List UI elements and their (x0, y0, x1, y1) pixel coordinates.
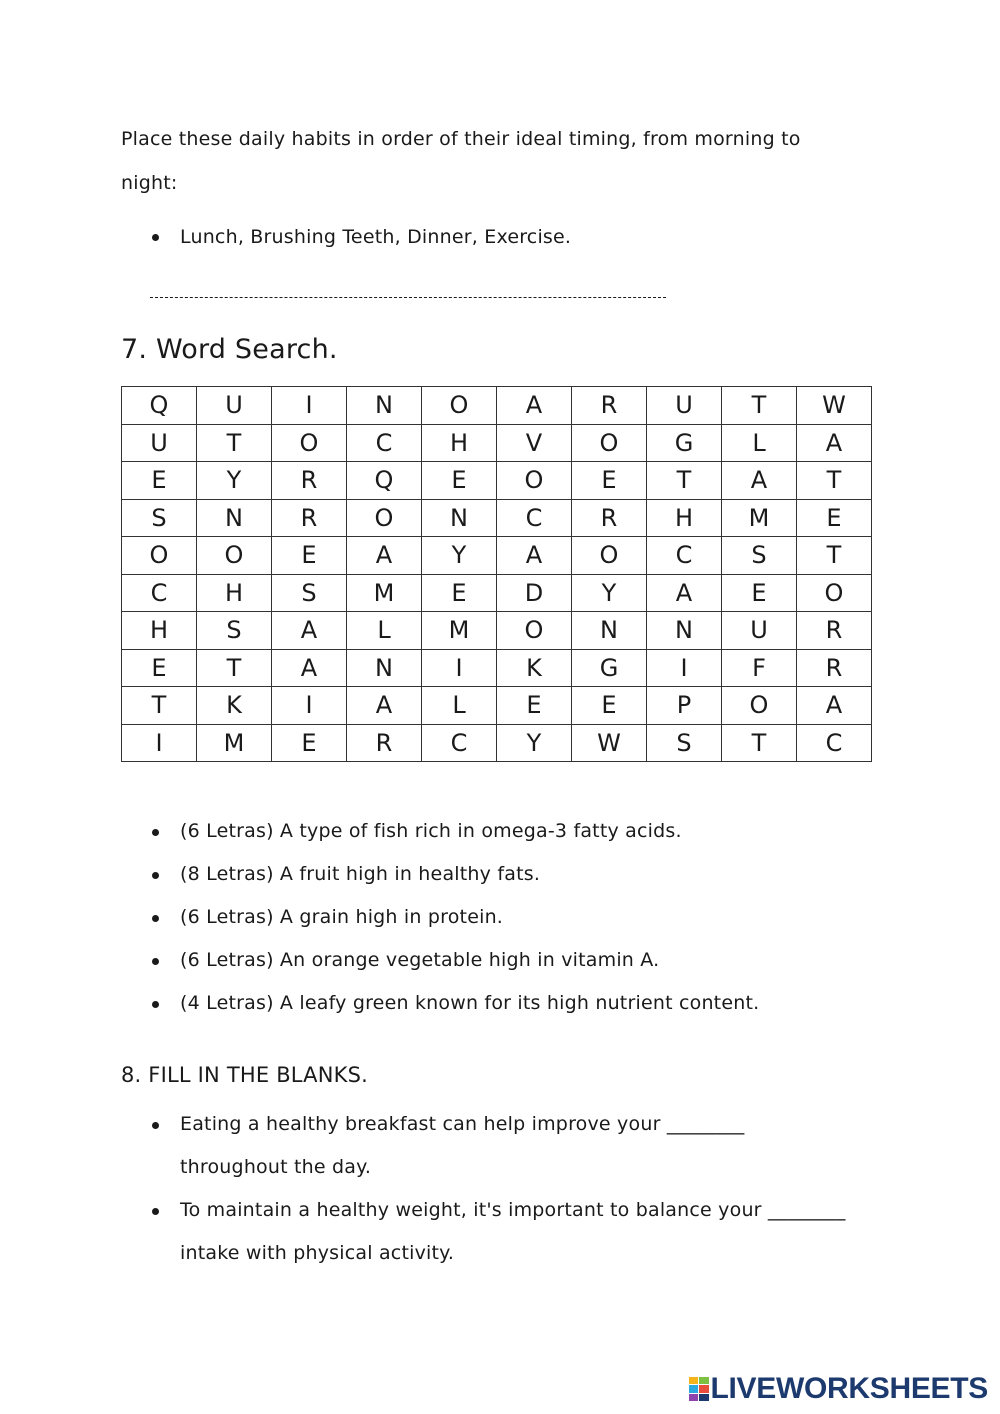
grid-cell[interactable]: N (347, 387, 422, 425)
logo-block (689, 1394, 699, 1401)
logo-block (699, 1377, 709, 1384)
grid-cell[interactable]: N (197, 499, 272, 537)
grid-cell[interactable]: M (722, 499, 797, 537)
blank-item: Eating a healthy breakfast can help improve your ________ throughout the day. (150, 1103, 850, 1189)
word-search-grid (121, 386, 872, 762)
grid-cell[interactable]: E (722, 574, 797, 612)
grid-cell[interactable]: A (722, 462, 797, 500)
grid-cell[interactable]: T (197, 649, 272, 687)
word-search-clues (150, 810, 870, 1025)
grid-row (122, 537, 872, 575)
grid-cell[interactable]: R (572, 499, 647, 537)
grid-cell[interactable]: N (347, 649, 422, 687)
answer-line[interactable] (150, 297, 666, 298)
grid-cell[interactable]: R (797, 649, 872, 687)
logo-block (699, 1394, 709, 1401)
grid-cell[interactable]: T (197, 424, 272, 462)
grid-cell[interactable]: O (797, 574, 872, 612)
fill-blanks-title: 8. FILL IN THE BLANKS. (121, 1063, 369, 1087)
grid-cell[interactable]: T (797, 537, 872, 575)
grid-cell[interactable]: C (347, 424, 422, 462)
grid-cell[interactable]: N (422, 499, 497, 537)
word-search-title: 7. Word Search. (121, 334, 338, 365)
grid-cell[interactable]: K (197, 687, 272, 725)
grid-cell[interactable]: R (272, 462, 347, 500)
grid-cell[interactable]: O (272, 424, 347, 462)
grid-cell[interactable]: P (647, 687, 722, 725)
fill-blanks-list (150, 1103, 850, 1275)
grid-cell[interactable]: A (497, 537, 572, 575)
brand-footer (689, 1372, 989, 1406)
grid-cell[interactable]: Q (347, 462, 422, 500)
grid-cell[interactable]: A (797, 687, 872, 725)
grid-cell[interactable]: A (797, 424, 872, 462)
logo-block (699, 1385, 709, 1392)
habits-list (150, 219, 850, 255)
grid-cell[interactable]: D (497, 574, 572, 612)
grid-cell[interactable]: O (122, 537, 197, 575)
grid-cell[interactable]: C (422, 724, 497, 762)
grid-cell[interactable]: R (347, 724, 422, 762)
grid-cell[interactable]: I (422, 649, 497, 687)
grid-cell[interactable]: E (122, 649, 197, 687)
grid-cell[interactable]: U (722, 612, 797, 650)
grid-cell[interactable]: H (647, 499, 722, 537)
grid-cell[interactable]: L (722, 424, 797, 462)
grid-row (122, 387, 872, 425)
grid-row (122, 462, 872, 500)
grid-cell[interactable]: Y (197, 462, 272, 500)
grid-cell[interactable]: M (422, 612, 497, 650)
grid-cell[interactable]: E (572, 687, 647, 725)
grid-cell[interactable]: G (572, 649, 647, 687)
intro-question: Place these daily habits in order of their ideal timing, from morning to night: (121, 128, 801, 194)
grid-cell[interactable]: U (122, 424, 197, 462)
grid-cell[interactable]: H (422, 424, 497, 462)
grid-cell[interactable]: E (272, 724, 347, 762)
grid-cell[interactable]: M (197, 724, 272, 762)
grid-cell[interactable]: O (197, 537, 272, 575)
grid-cell[interactable]: S (272, 574, 347, 612)
grid-cell[interactable]: L (422, 687, 497, 725)
grid-cell[interactable]: S (197, 612, 272, 650)
grid-cell[interactable]: N (572, 612, 647, 650)
grid-cell[interactable]: R (572, 387, 647, 425)
grid-cell[interactable]: E (797, 499, 872, 537)
grid-cell[interactable]: T (647, 462, 722, 500)
logo-block (689, 1385, 699, 1392)
list-item: Lunch, Brushing Teeth, Dinner, Exercise. (150, 219, 850, 255)
grid-row (122, 574, 872, 612)
grid-cell[interactable]: K (497, 649, 572, 687)
clue-item: (8 Letras) A fruit high in healthy fats. (150, 853, 870, 896)
clue-item: (6 Letras) A grain high in protein. (150, 896, 870, 939)
grid-cell[interactable]: T (722, 387, 797, 425)
grid-cell[interactable]: Y (422, 537, 497, 575)
grid-cell[interactable]: C (797, 724, 872, 762)
grid-cell[interactable]: A (647, 574, 722, 612)
clue-item: (6 Letras) A type of fish rich in omega-3 fatty acids. (150, 810, 870, 853)
grid-cell[interactable]: F (722, 649, 797, 687)
grid-cell[interactable]: U (647, 387, 722, 425)
grid-cell[interactable]: T (797, 462, 872, 500)
grid-cell[interactable]: W (797, 387, 872, 425)
grid-cell[interactable]: S (647, 724, 722, 762)
grid-cell[interactable]: R (797, 612, 872, 650)
grid-cell[interactable]: O (422, 387, 497, 425)
brand-name: LIVEWORKSHEETS (710, 1372, 988, 1405)
grid-cell[interactable]: M (347, 574, 422, 612)
grid-cell[interactable]: A (347, 537, 422, 575)
grid-cell[interactable]: O (572, 424, 647, 462)
clue-item: (6 Letras) An orange vegetable high in vitamin A. (150, 939, 870, 982)
grid-row (122, 687, 872, 725)
grid-cell[interactable]: L (347, 612, 422, 650)
grid-row (122, 424, 872, 462)
grid-cell[interactable]: E (272, 537, 347, 575)
grid-cell[interactable]: O (572, 537, 647, 575)
grid-cell[interactable]: I (647, 649, 722, 687)
grid-cell[interactable]: S (122, 499, 197, 537)
grid-cell[interactable]: U (197, 387, 272, 425)
grid-row (122, 499, 872, 537)
grid-cell[interactable]: O (497, 612, 572, 650)
grid-cell[interactable]: C (122, 574, 197, 612)
grid-cell[interactable]: I (122, 724, 197, 762)
grid-cell[interactable]: V (497, 424, 572, 462)
grid-cell[interactable]: O (497, 462, 572, 500)
grid-cell[interactable]: C (497, 499, 572, 537)
grid-cell[interactable]: N (647, 612, 722, 650)
grid-cell[interactable]: O (722, 687, 797, 725)
grid-cell[interactable]: A (497, 387, 572, 425)
grid-cell[interactable]: Y (572, 574, 647, 612)
grid-cell[interactable]: I (272, 387, 347, 425)
grid-cell[interactable]: R (272, 499, 347, 537)
grid-cell[interactable]: A (272, 649, 347, 687)
grid-cell[interactable]: W (572, 724, 647, 762)
grid-cell[interactable]: C (647, 537, 722, 575)
grid-cell[interactable]: E (497, 687, 572, 725)
grid-cell[interactable]: H (197, 574, 272, 612)
grid-cell[interactable]: A (272, 612, 347, 650)
grid-cell[interactable]: I (272, 687, 347, 725)
grid-cell[interactable]: T (122, 687, 197, 725)
grid-cell[interactable]: E (572, 462, 647, 500)
grid-row (122, 612, 872, 650)
grid-cell[interactable]: S (722, 537, 797, 575)
grid-cell[interactable]: E (422, 574, 497, 612)
grid-cell[interactable]: A (347, 687, 422, 725)
grid-cell[interactable]: G (647, 424, 722, 462)
grid-cell[interactable]: H (122, 612, 197, 650)
liveworksheets-logo-icon (689, 1377, 709, 1401)
blank-item: To maintain a healthy weight, it's important to balance your ________ intake with physical activity. (150, 1189, 850, 1275)
grid-row (122, 724, 872, 762)
grid-cell[interactable]: E (422, 462, 497, 500)
grid-cell[interactable]: Y (497, 724, 572, 762)
grid-row (122, 649, 872, 687)
grid-cell[interactable]: O (347, 499, 422, 537)
grid-cell[interactable]: E (122, 462, 197, 500)
clue-item: (4 Letras) A leafy green known for its high nutrient content. (150, 982, 870, 1025)
logo-block (689, 1377, 699, 1384)
grid-cell[interactable]: T (722, 724, 797, 762)
grid-cell[interactable]: Q (122, 387, 197, 425)
